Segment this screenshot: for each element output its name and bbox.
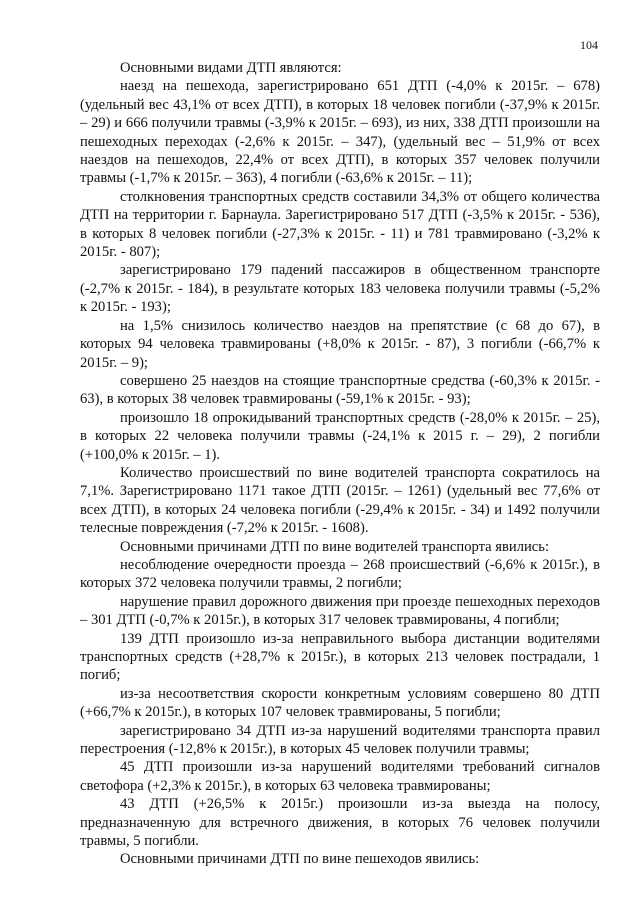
paragraph: 43 ДТП (+26,5% к 2015г.) произошли из-за выезда на полосу, предназначенную для встречного движения, в которых 76 человек получили травмы, 5 погибли. (80, 796, 600, 850)
paragraph: 45 ДТП произошли из-за нарушений водителями требований сигналов светофора (+2,3% к 2015г.), в которых 63 человека травмированы; (80, 759, 600, 794)
paragraph: нарушение правил дорожного движения при проезде пешеходных переходов – 301 ДТП (-0,7% к 2015г.), в которых 317 человек травмированы, 4 погибли; (80, 593, 600, 629)
body-text (80, 59, 600, 869)
paragraph: зарегистрировано 179 падений пассажиров в общественном транспорте (-2,7% к 2015г. - 184), в результате которых 183 человека получили травмы (-5,2% к 2015г. - 193); (80, 262, 600, 316)
paragraph: совершено 25 наездов на стоящие транспортные средства (-60,3% к 2015г. - 63), в которых 38 человек травмированы (-59,1% к 2015г. - 93); (80, 372, 600, 408)
paragraph: 139 ДТП произошло из-за неправильного выбора дистанции водителями транспортных средств (+28,7% к 2015г.), в которых 213 человек пострадали, 1 погиб; (80, 630, 600, 684)
paragraph: Основными видами ДТП являются: (120, 60, 342, 76)
paragraph: зарегистрировано 34 ДТП из-за нарушений водителями транспорта правил перестроения (-12,8% к 2015г.), в которых 45 человек получили травмы; (80, 722, 600, 758)
page-number: 104 (580, 38, 598, 52)
paragraph: наезд на пешехода, зарегистрировано 651 ДТП (-4,0% к 2015г. – 678) (удельный вес 43,1% от всех ДТП), в которых 18 человек погибли (-37,9% к 2015г. – 29) и 666 получили травмы (-3,9% к 2015г. – 693), из них, 338 ДТП произошли на пешеходных переходах (-2,6% к 2015г. – 347), (удельный вес – 51,9% от всех наездов на пешеходов, 22,4% от всех ДТП), в которых 357 человек получили травмы (-1,7% к 2015г. – 363), 4 погибли (-63,6% к 2015г. – 11); (80, 78, 600, 187)
paragraph: несоблюдение очередности проезда – 268 происшествий (-6,6% к 2015г.), в которых 372 человека получили травмы, 2 погибли; (80, 556, 600, 592)
paragraph: произошло 18 опрокидываний транспортных средств (-28,0% к 2015г. – 25), в которых 22 человека получили травмы (-24,1% к 2015 г. – 29), 2 погибли (+100,0% к 2015г. – 1). (80, 409, 600, 463)
paragraph: столкновения транспортных средств составили 34,3% от общего количества ДТП на территории г. Барнаула. Зарегистрировано 517 ДТП (-3,5% к 2015г. - 536), в которых 8 человек погибли (-27,3% к 2015г. - 11) и 781 травмировано (-3,2% к 2015г. - 807); (80, 188, 600, 261)
paragraph: на 1,5% снизилось количество наездов на препятствие (с 68 до 67), в которых 94 человека травмированы (+8,0% к 2015г. - 87), 3 погибли (-66,7% к 2015г. – 9); (80, 317, 600, 371)
paragraph: из-за несоответствия скорости конкретным условиям совершено 80 ДТП (+66,7% к 2015г.), в которых 107 человек травмированы, 5 погибли; (80, 685, 600, 721)
paragraph: Количество происшествий по вине водителей транспорта сократилось на 7,1%. Зарегистрировано 1171 такое ДТП (2015г. – 1261) (удельный вес 77,6% от всех ДТП), в которых 24 человека погибли (-29,4% к 2015г. - 34) и 1492 получили телесные повреждения (-7,2% к 2015г. - 1608). (80, 464, 600, 537)
paragraph: Основными причинами ДТП по вине водителей транспорта явились: (120, 538, 549, 555)
paragraph: Основными причинами ДТП по вине пешеходов явились: (120, 851, 480, 868)
